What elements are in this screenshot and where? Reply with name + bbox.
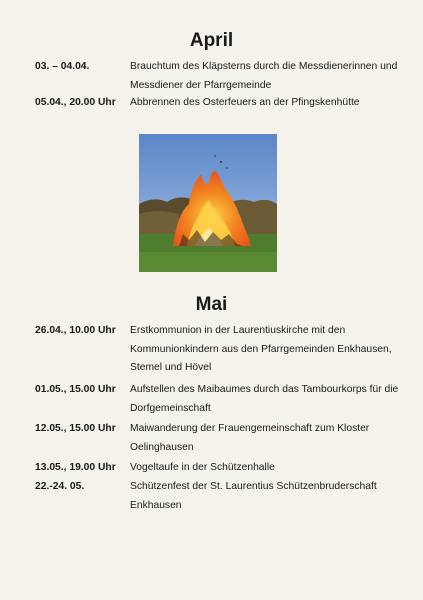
month-heading-mai: Mai: [195, 294, 228, 315]
event-date: 22.-24. 05.: [35, 481, 85, 492]
event-date: 26.04., 10.00 Uhr: [35, 325, 116, 336]
event-description: Abbrennen des Osterfeuers an der Pfingskenhütte: [130, 97, 360, 108]
event-date: 01.05., 15.00 Uhr: [35, 384, 116, 395]
event-description: Vogeltaufe in der Schützenhalle: [130, 462, 275, 473]
event-date: 03. – 04.04.: [35, 61, 90, 72]
event-date: 05.04., 20.00 Uhr: [35, 97, 116, 108]
event-date: 12.05., 15.00 Uhr: [35, 423, 116, 434]
event-date: 13.05., 19.00 Uhr: [35, 462, 116, 473]
event-description: Erstkommunion in der Laurentiuskirche mit den Kommunionkindern aus den Pfarrgemeinden Enkhausen, Stemel und Hövel: [130, 325, 392, 373]
event-description: Maiwanderung der Frauengemeinschaft zum Kloster Oelinghausen: [130, 423, 370, 453]
month-heading-april: April: [189, 30, 234, 51]
event-description: Schützenfest der St. Laurentius Schützenbruderschaft Enkhausen: [130, 481, 377, 511]
event-description: Aufstellen des Maibaumes durch das Tambourkorps für die Dorfgemeinschaft: [130, 384, 399, 414]
easter-fire-photo: [139, 134, 277, 272]
event-description: Brauchtum des Kläpsterns durch die Messdienerinnen und Messdiener der Pfarrgemeinde: [130, 61, 398, 91]
